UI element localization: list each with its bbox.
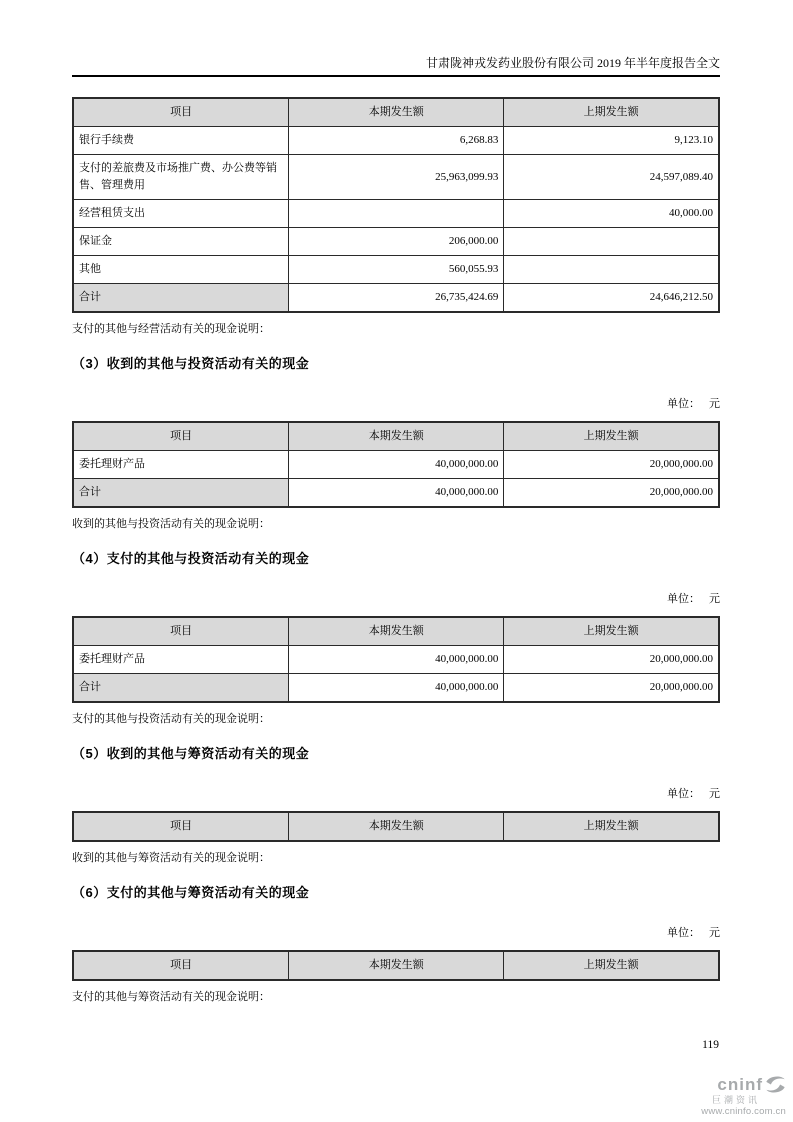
- table-total-row: [73, 674, 719, 703]
- cell-current: 6,268.83: [289, 127, 504, 155]
- section-heading-5: （5）收到的其他与筹资活动有关的现金: [72, 746, 310, 761]
- cell-current: 40,000,000.00: [289, 451, 504, 479]
- col-header-prior-period: 上期发生额: [504, 422, 719, 451]
- unit-currency: 元: [709, 927, 720, 939]
- cninfo-brand-text: cninf: [717, 1075, 763, 1094]
- cell-current: 25,963,099.93: [289, 155, 504, 200]
- cell-item-total: 合计: [73, 479, 289, 508]
- note-operating-cash-payments: 支付的其他与经营活动有关的现金说明：: [72, 323, 270, 335]
- cell-prior: 20,000,000.00: [504, 479, 719, 508]
- cell-prior: 20,000,000.00: [504, 674, 719, 703]
- page-number: 119: [702, 1039, 719, 1051]
- cell-item: 其他: [73, 256, 289, 284]
- other-financing-cash-paid-table: [72, 950, 720, 981]
- cell-prior: 9,123.10: [504, 127, 719, 155]
- cell-item: 委托理财产品: [73, 646, 289, 674]
- cell-current: 40,000,000.00: [289, 646, 504, 674]
- unit-line: [72, 787, 720, 801]
- cninfo-logo-row: [666, 1074, 786, 1095]
- table-total-row: [73, 479, 719, 508]
- report-header-title: 甘肃陇神戎发药业股份有限公司 2019 年半年度报告全文: [425, 56, 720, 70]
- cell-current: 560,055.93: [289, 256, 504, 284]
- cell-item-total: 合计: [73, 284, 289, 313]
- col-header-current-period: 本期发生额: [289, 98, 504, 127]
- unit-line: [72, 397, 720, 411]
- table-header-row: [73, 812, 719, 841]
- other-operating-cash-payments-table: [72, 97, 720, 313]
- other-investing-cash-paid-table: [72, 616, 720, 703]
- note-investing-cash-received: 收到的其他与投资活动有关的现金说明：: [72, 518, 270, 530]
- col-header-prior-period: 上期发生额: [504, 98, 719, 127]
- cell-prior: 20,000,000.00: [504, 451, 719, 479]
- cell-prior: 24,597,089.40: [504, 155, 719, 200]
- cell-current: 40,000,000.00: [289, 479, 504, 508]
- unit-label: 单位：: [667, 398, 700, 410]
- unit-currency: 元: [709, 593, 720, 605]
- cell-current: 40,000,000.00: [289, 674, 504, 703]
- cninfo-site-url: www.cninfo.com.cn: [701, 1106, 786, 1117]
- cell-current: 206,000.00: [289, 228, 504, 256]
- col-header-item: 项目: [73, 617, 289, 646]
- col-header-prior-period: 上期发生额: [504, 617, 719, 646]
- col-header-item: 项目: [73, 812, 289, 841]
- col-header-item: 项目: [73, 422, 289, 451]
- table-row: [73, 228, 719, 256]
- cell-item: 委托理财产品: [73, 451, 289, 479]
- cell-item: 银行手续费: [73, 127, 289, 155]
- cninfo-logo: [666, 1074, 786, 1117]
- note-financing-cash-paid: 支付的其他与筹资活动有关的现金说明：: [72, 991, 270, 1003]
- cell-prior: 24,646,212.50: [504, 284, 719, 313]
- cell-current: 26,735,424.69: [289, 284, 504, 313]
- table-header-row: [73, 422, 719, 451]
- table-row: [73, 256, 719, 284]
- unit-line: [72, 926, 720, 940]
- section-heading-6: （6）支付的其他与筹资活动有关的现金: [72, 885, 310, 900]
- unit-label: 单位：: [667, 927, 700, 939]
- cell-item: 支付的差旅费及市场推广费、办公费等销售、管理费用: [73, 155, 289, 200]
- col-header-prior-period: 上期发生额: [504, 812, 719, 841]
- table-header-row: [73, 98, 719, 127]
- cell-prior: 40,000.00: [504, 200, 719, 228]
- cell-item: 经营租赁支出: [73, 200, 289, 228]
- note-financing-cash-received: 收到的其他与筹资活动有关的现金说明：: [72, 852, 270, 864]
- col-header-item: 项目: [73, 951, 289, 980]
- table-row: [73, 646, 719, 674]
- unit-currency: 元: [709, 788, 720, 800]
- table-row: [73, 451, 719, 479]
- table-header-row: [73, 951, 719, 980]
- table-row: [73, 200, 719, 228]
- table-row: [73, 127, 719, 155]
- cninfo-chinese-name: 巨潮资讯: [711, 1095, 760, 1105]
- other-investing-cash-received-table: [72, 421, 720, 508]
- unit-line: [72, 592, 720, 606]
- cell-item: 保证金: [73, 228, 289, 256]
- cninfo-swirl-icon: [765, 1074, 786, 1095]
- cell-prior: [504, 256, 719, 284]
- unit-label: 单位：: [667, 593, 700, 605]
- col-header-current-period: 本期发生额: [289, 422, 504, 451]
- header-rule: [72, 75, 720, 77]
- unit-label: 单位：: [667, 788, 700, 800]
- cell-prior: 20,000,000.00: [504, 646, 719, 674]
- cell-current: [289, 200, 504, 228]
- table-total-row: [73, 284, 719, 313]
- table-row: [73, 155, 719, 200]
- unit-currency: 元: [709, 398, 720, 410]
- col-header-current-period: 本期发生额: [289, 951, 504, 980]
- col-header-current-period: 本期发生额: [289, 617, 504, 646]
- section-heading-4: （4）支付的其他与投资活动有关的现金: [72, 551, 310, 566]
- cell-prior: [504, 228, 719, 256]
- page-content: [72, 0, 720, 1005]
- cell-item-total: 合计: [73, 674, 289, 703]
- col-header-prior-period: 上期发生额: [504, 951, 719, 980]
- col-header-current-period: 本期发生额: [289, 812, 504, 841]
- table-header-row: [73, 617, 719, 646]
- section-heading-3: （3）收到的其他与投资活动有关的现金: [72, 356, 310, 371]
- note-investing-cash-paid: 支付的其他与投资活动有关的现金说明：: [72, 713, 270, 725]
- other-financing-cash-received-table: [72, 811, 720, 842]
- col-header-item: 项目: [73, 98, 289, 127]
